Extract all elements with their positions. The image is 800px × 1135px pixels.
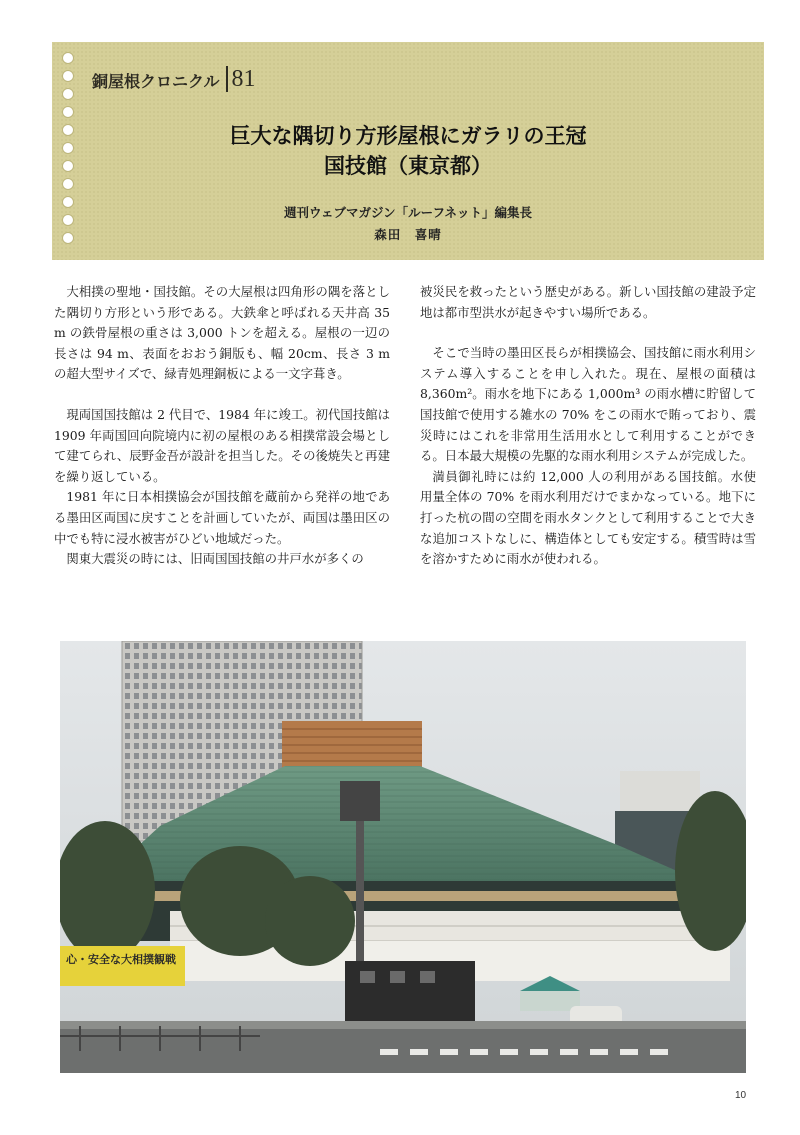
paragraph: 関東大震災の時には、旧両国国技館の井戸水が多くの xyxy=(66,551,364,567)
page-number: 10 xyxy=(735,1090,747,1101)
author-role: 週刊ウェブマガジン「ルーフネット」編集長 xyxy=(283,205,533,220)
article-title-line1: 巨大な隅切り方形屋根にガラリの王冠 xyxy=(229,124,587,148)
author-name: 森田 喜晴 xyxy=(374,227,442,242)
series-divider xyxy=(226,66,228,92)
paragraph: 現両国国技館は 2 代目で、1984 年に竣工。初代国技館は 1909 年両国回向院境内に初の屋根のある相撲常設会場として建てられ、辰野金吾が設計を担当した。その後焼失と再建を繰り返している。 xyxy=(54,406,390,484)
series-label: 銅屋根クロニクル xyxy=(92,72,220,91)
sign-text: 心・安全な大相撲観戦 xyxy=(66,953,176,966)
paragraph: 大相撲の聖地・国技館。その大屋根は四角形の隅を落とした隅切り方形という形である。大鉄傘と呼ばれる天井高 35 m の鉄骨屋根の重さは 3,000 トンを超える。屋根の一辺の長さは 94 m、表面をおおう銅版も、幅 20cm、長さ 3 m の超大型サイズで、緑青処理銅板による一文字葺き。 xyxy=(54,284,390,382)
kokugikan-photo xyxy=(60,641,746,1073)
body-column-right xyxy=(420,282,756,570)
series-heading xyxy=(92,62,256,92)
paragraph: そこで当時の墨田区長らが相撲協会、国技館に雨水利用システム導入することを申し入れた。現在、屋根の面積は 8,360m²。雨水を地下にある 1,000m³ の雨水槽に貯留して国技館で使用する雑水の 70% をこの雨水で賄っており、震災時にはこれを非常用生活用水として利用することができる。日本最大規模の先駆的な雨水利用システムが完成した。 xyxy=(420,345,756,464)
body-column-left xyxy=(54,282,390,570)
paragraph: 1981 年に日本相撲協会が国技館を蔵前から発祥の地である墨田区両国に戻すことを計画していたが、両国は墨田区の中でも特に浸水被害がひどい地域だった。 xyxy=(54,489,390,546)
series-number: 81 xyxy=(231,66,256,92)
article-title-line2: 国技館（東京都） xyxy=(324,154,492,178)
paragraph: 被災民を救ったという歴史がある。新しい国技館の建設予定地は都市型洪水が起きやすい場所である。 xyxy=(420,284,756,320)
paragraph: 満員御礼時には約 12,000 人の利用がある国技館。水使用量全体の 70% を雨水利用だけでまかなっている。地下に打った杭の間の空間を雨水タンクとして利用することで大きな追加コストなしに、構造体としても安定する。積雪時は雪を溶かすために雨水が使われる。 xyxy=(420,468,756,567)
